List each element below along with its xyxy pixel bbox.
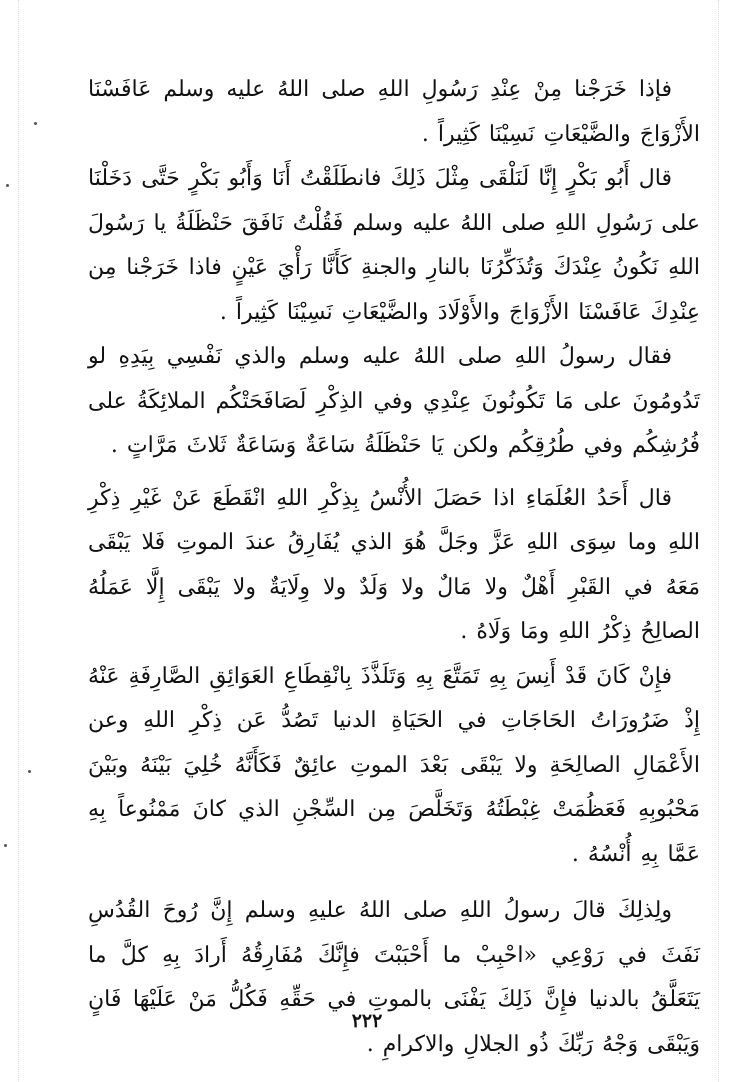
body-text [88, 68, 700, 1067]
scan-guide-line [18, 0, 19, 1082]
scan-speck [34, 122, 37, 125]
paragraph-2: قال أَبُو بَكْرٍ إِنَّا لَنَلْقَى مِثْلَ ذَلِكَ فانطَلَقْتُ أَنَا وَأَبُو بَكْرٍ حَتَّى دَخَلْنَا على رَسُولِ اللهِ صلى اللهُ عليه وسلم فَقُلْتُ نَافَقَ حَنْظَلَةُ يا رَسُولَ اللهِ نَكُونُ عِنْدَكَ وَتُذَكِّرُنَا بالنارِ والجنةِ كَأَنَّا رَأْيَ عَيْنٍ فاذا خَرَجْنا مِن عِنْدِكَ عَافَسْنَا الأَزْوَاجَ والأَوْلَادَ والضَّيْعَاتِ نَسِيْنَا كَثِيراً . [88, 166, 700, 325]
paragraph-3: فقال رسولُ اللهِ صلى اللهُ عليه وسلم والذي نَفْسِي بِيَدِهِ لو تَدُومُونَ على مَا تَكُونُونَ عِنْدِي وفي الذِكْرِ لَصَافَحَتْكُم الملائِكَةُ على فُرُشِكُم وفي طُرُقِكُم ولكن يَا حَنْظَلَةُ سَاعَةٌ وَسَاعَةٌ ثَلاثَ مَرَّاتٍ . [88, 344, 700, 458]
paragraph-4: قال أَحَدُ العُلَمَاءِ اذا حَصَلَ الأُنْسُ بِذِكْرِ اللهِ انْقَطَعَ عَنْ غَيْرِ ذِكْرِ اللهِ وما سِوَى اللهِ عَزَّ وجَلَّ هُوَ الذي يُفَارِقُ عندَ الموتِ فَلا يَبْقَى مَعَهُ في القَبْرِ أَهْلٌ ولا مَالٌ ولا وَلَدٌ ولا وِلَايَةٌ ولا يَبْقَى إِلَّا عَمَلُهُ الصالِحُ ذِكْرُ اللهِ ومَا وَلَاهُ . [88, 485, 700, 644]
scan-guide-line [718, 0, 719, 1082]
paragraph-6: ولِذلِكَ قالَ رسولُ اللهِ صلى اللهُ عليهِ وسلم إِنَّ رُوحَ القُدُسِ نَفَثَ في رَوْعِي «احْبِبْ ما أَحْبَبْتَ فإِنَّكَ مُفَارِقُهُ أَرادَ بِهِ كلَّ ما يَتَعَلَّقُ بالدنيا فإِنَّ ذَلِكَ يَفْنَى بالموتِ في حَقِّهِ فَكُلُّ مَنْ عَلَيْهَا فَانٍ وَيَبْقَى وَجْهُ رَبِّكَ ذُو الجلالِ والاكرامِ . [88, 898, 700, 1057]
scan-speck [28, 770, 31, 773]
page-number: ٢٢٢ [351, 1010, 383, 1032]
paragraph-1: فإذا خَرَجْنا مِنْ عِنْدِ رَسُولِ اللهِ صلى اللهُ عليه وسلم عَافَسْنَا الأَزْوَاجَ والضَّيْعَاتِ نَسِيْنَا كَثِيراً . [88, 77, 700, 147]
scan-speck [4, 844, 7, 847]
scan-speck [6, 184, 9, 187]
paragraph-5: فإِنْ كَانَ قَدْ أَنِسَ بِهِ تَمَتَّعَ بِهِ وَتَلَذَّذَ بِانْقِطَاعِ العَوَائِقِ الصَّارِفَةِ عَنْهُ إِذْ ضَرُورَاتُ الحَاجَاتِ في الحَيَاةِ الدنيا تَصُدُّ عَن ذِكْرِ اللهِ وعن الأَعْمَالِ الصالِحَةِ ولا يَبْقَى بَعْدَ الموتِ عائِقٌ فَكَأَنَّهُ خُلِيَ بَيْنَهُ وبَيْنَ مَحْبُوبِهِ فَعَظُمَتْ غِبْطَتُهُ وَتَخَلَّصَ مِن السِّجْنِ الذي كانَ مَمْنُوعاً بِهِ عَمَّا بِهِ أُنْسُهُ . [88, 663, 700, 867]
